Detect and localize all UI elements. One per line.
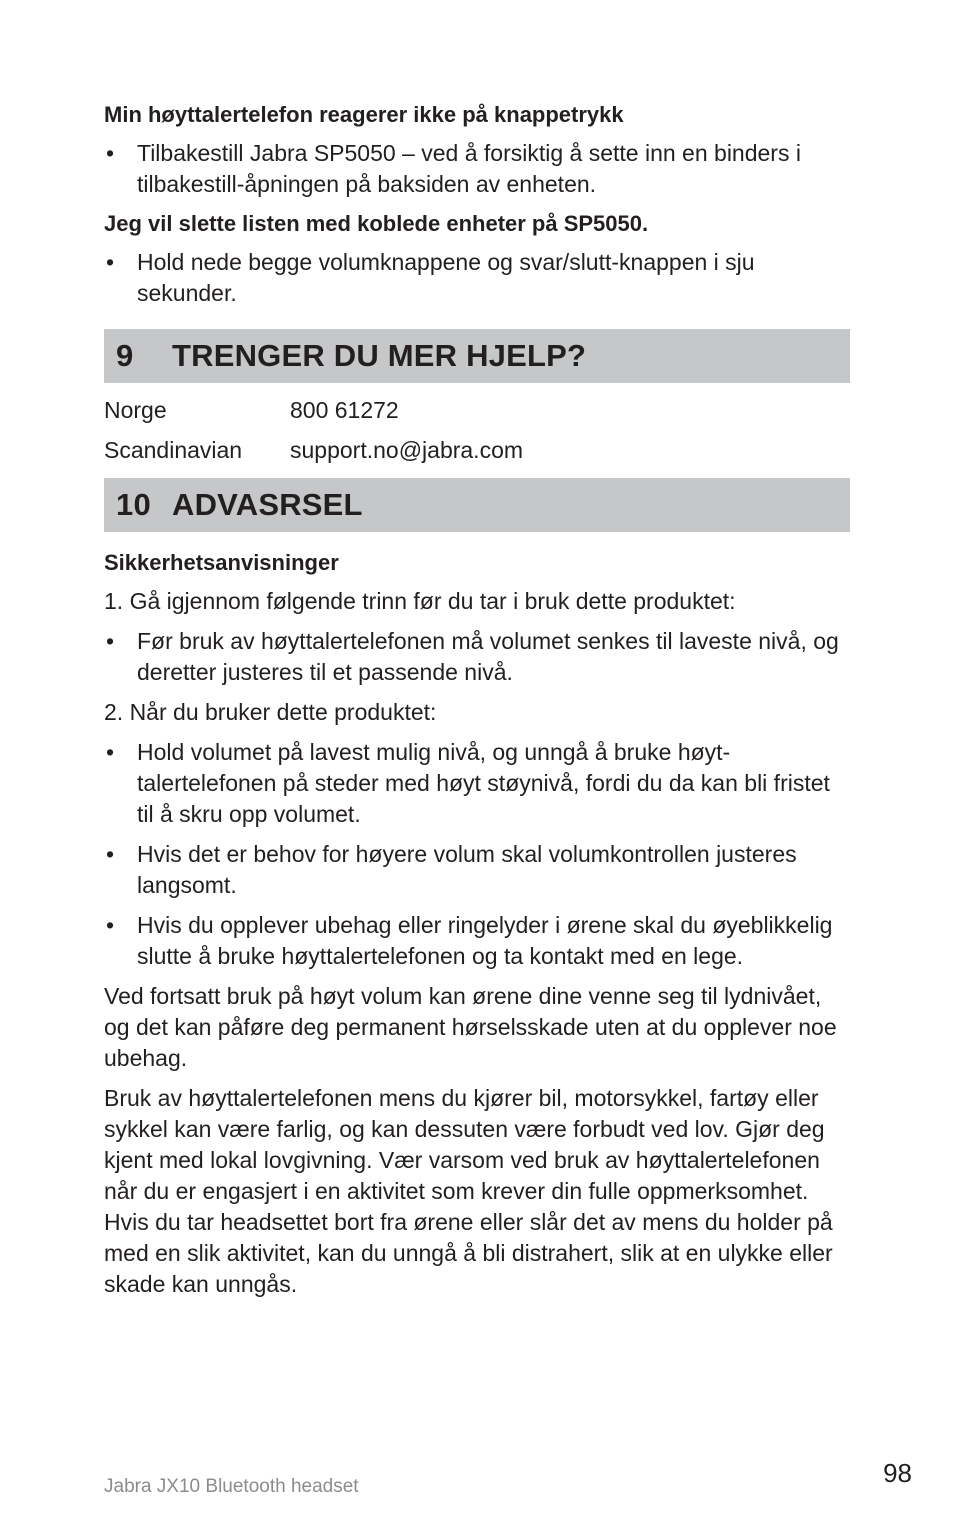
step-2-bullet-1 [104,737,850,830]
troubleshoot-question-2: Jeg vil slette listen med koblede enheter på SP5050. [104,211,649,236]
step-2-bullet-3 [104,910,850,972]
step-1-bullet [104,626,850,688]
safety-subheading: Sikkerhetsanvisninger [104,550,339,575]
bullet-marker: • [106,841,115,867]
bullet-text: Hold volumet på lavest mulig nivå, og unngå å bruke høyt-talertelefonen på steder med høyt støynivå, fordi du da kan bli fristet til å skru opp volumet. [137,739,830,827]
bullet-marker: • [106,739,115,765]
contact-label: Norge [104,397,167,423]
troubleshoot-answer-1 [104,138,850,200]
warning-paragraph-2: Bruk av høyttalertelefonen mens du kjører bil, motorsykkel, fartøy eller sykkel kan være farlig, og kan dessuten være forbudt ved lov. Gjør deg kjent med lokal lovgivning. Vær varsom ved bruk av høyttalertelefonen når du er engasjert i en aktivitet som krever din fulle oppmerksomhet. Hvis du tar headsettet bort fra ørene eller slår det av mens du holder på med en slik aktivitet, kan du unngå å bli distrahert, slik at en ulykke eller skade kan unngås. [104,1085,833,1297]
footer-product-name: Jabra JX10 Bluetooth headset [104,1476,359,1497]
section-title: ADVASRSEL [172,487,363,522]
page-number: 98 [883,1458,912,1488]
troubleshoot-answer-2 [104,247,850,309]
troubleshoot-question-1: Min høyttalertelefon reagerer ikke på knappetrykk [104,102,624,127]
bullet-marker: • [106,628,115,654]
section-title: TRENGER DU MER HJELP? [172,338,587,373]
bullet-text: Hvis du opplever ubehag eller ringelyder i ørene skal du øyeblikkelig slutte å bruke høyttalertelefonen og ta kontakt med en lege. [137,912,833,969]
bullet-text: Hvis det er behov for høyere volum skal volumkontrollen justeres langsomt. [137,841,797,898]
section-number: 10 [116,487,151,522]
step-2-text: 2. Når du bruker dette produktet: [104,699,437,725]
bullet-marker: • [106,249,115,275]
warning-paragraph-1: Ved fortsatt bruk på høyt volum kan ørene dine venne seg til lydnivået, og det kan påføre deg permanent hørselsskade uten at du opplever noe ubehag. [104,983,837,1071]
section-heading-9 [104,329,850,383]
bullet-text: Tilbakestill Jabra SP5050 – ved å forsiktig å sette inn en binders i tilbakestill-åpningen på baksiden av enheten. [137,140,801,197]
section-heading-10 [104,478,850,532]
contact-row-norge [104,395,850,426]
contact-email-link[interactable]: support.no@jabra.com [290,437,524,463]
bullet-marker: • [106,140,115,166]
page-content [104,100,850,1309]
section-number: 9 [116,338,134,373]
step-1-text: 1. Gå igjennom følgende trinn før du tar i bruk dette produktet: [104,588,736,614]
bullet-text: Hold nede begge volumknappene og svar/slutt-knappen i sju sekunder. [137,249,755,306]
contact-value: 800 61272 [290,397,399,423]
bullet-marker: • [106,912,115,938]
contact-row-scandinavian [104,435,850,466]
contact-label: Scandinavian [104,437,243,463]
bullet-text: Før bruk av høyttalertelefonen må volumet senkes til laveste nivå, og deretter justeres til et passende nivå. [137,628,839,685]
step-2-bullet-2 [104,839,850,901]
